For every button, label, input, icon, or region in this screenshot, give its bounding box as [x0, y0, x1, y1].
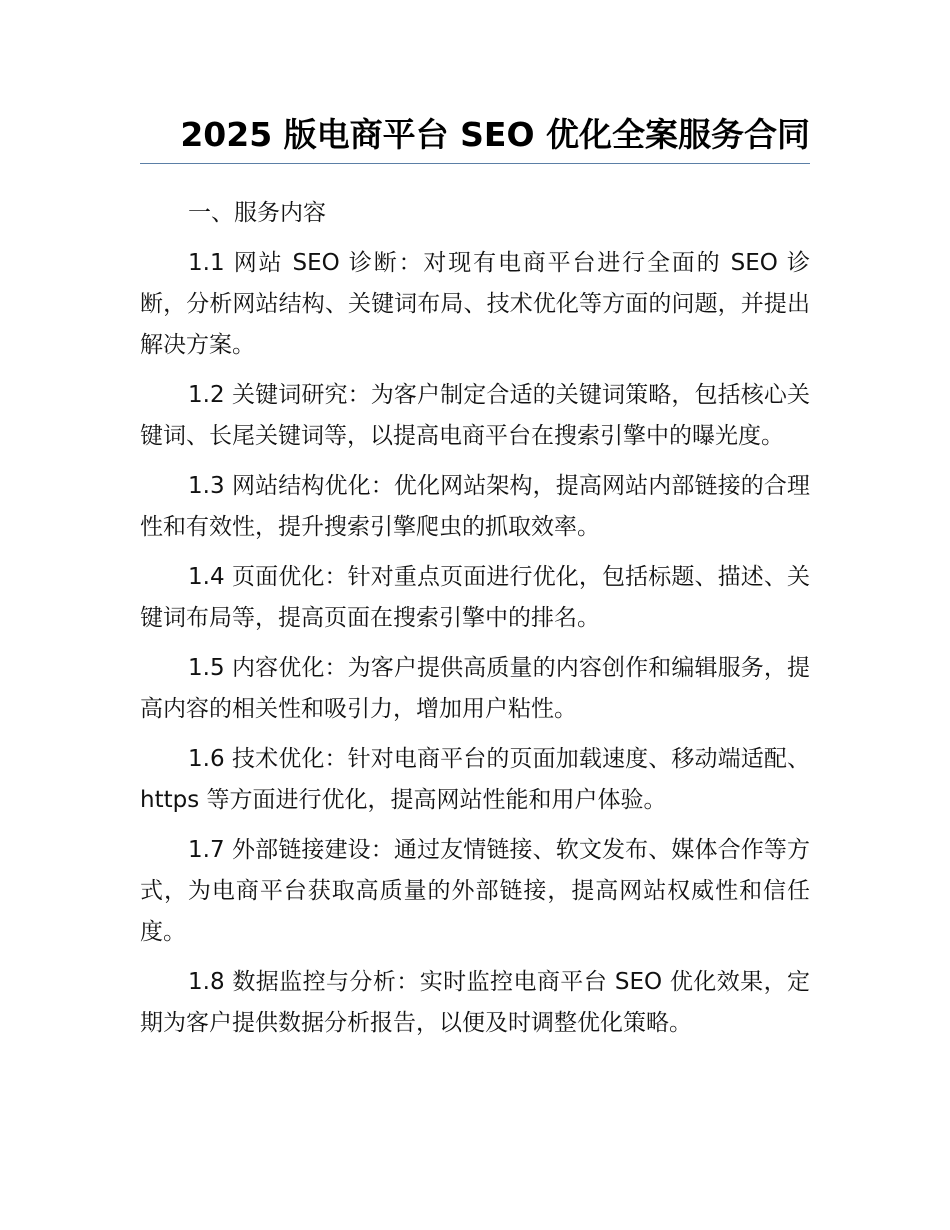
section-heading: 一、服务内容 — [188, 200, 326, 226]
clause-1-5: 1.5 内容优化：为客户提供高质量的内容创作和编辑服务，提高内容的相关性和吸引力，增加用户粘性。 — [140, 655, 810, 722]
clause-1-4: 1.4 页面优化：针对重点页面进行优化，包括标题、描述、关键词布局等，提高页面在搜索引擎中的排名。 — [140, 564, 810, 631]
clause-1-6: 1.6 技术优化：针对电商平台的页面加载速度、移动端适配、https 等方面进行优化，提高网站性能和用户体验。 — [140, 746, 810, 813]
title-underline — [140, 163, 810, 164]
clause-1-2: 1.2 关键词研究：为客户制定合适的关键词策略，包括核心关键词、长尾关键词等，以提高电商平台在搜索引擎中的曝光度。 — [140, 382, 810, 449]
clause-1-3: 1.3 网站结构优化：优化网站架构，提高网站内部链接的合理性和有效性，提升搜索引擎爬虫的抓取效率。 — [140, 473, 810, 540]
document-body — [140, 193, 810, 1053]
document-title: 2025 版电商平台 SEO 优化全案服务合同 — [180, 115, 810, 154]
clause-1-1: 1.1 网站 SEO 诊断：对现有电商平台进行全面的 SEO 诊断，分析网站结构、关键词布局、技术优化等方面的问题，并提出解决方案。 — [140, 250, 810, 358]
clause-1-8: 1.8 数据监控与分析：实时监控电商平台 SEO 优化效果，定期为客户提供数据分析报告，以便及时调整优化策略。 — [140, 969, 810, 1036]
clause-1-7: 1.7 外部链接建设：通过友情链接、软文发布、媒体合作等方式，为电商平台获取高质量的外部链接，提高网站权威性和信任度。 — [140, 837, 810, 945]
